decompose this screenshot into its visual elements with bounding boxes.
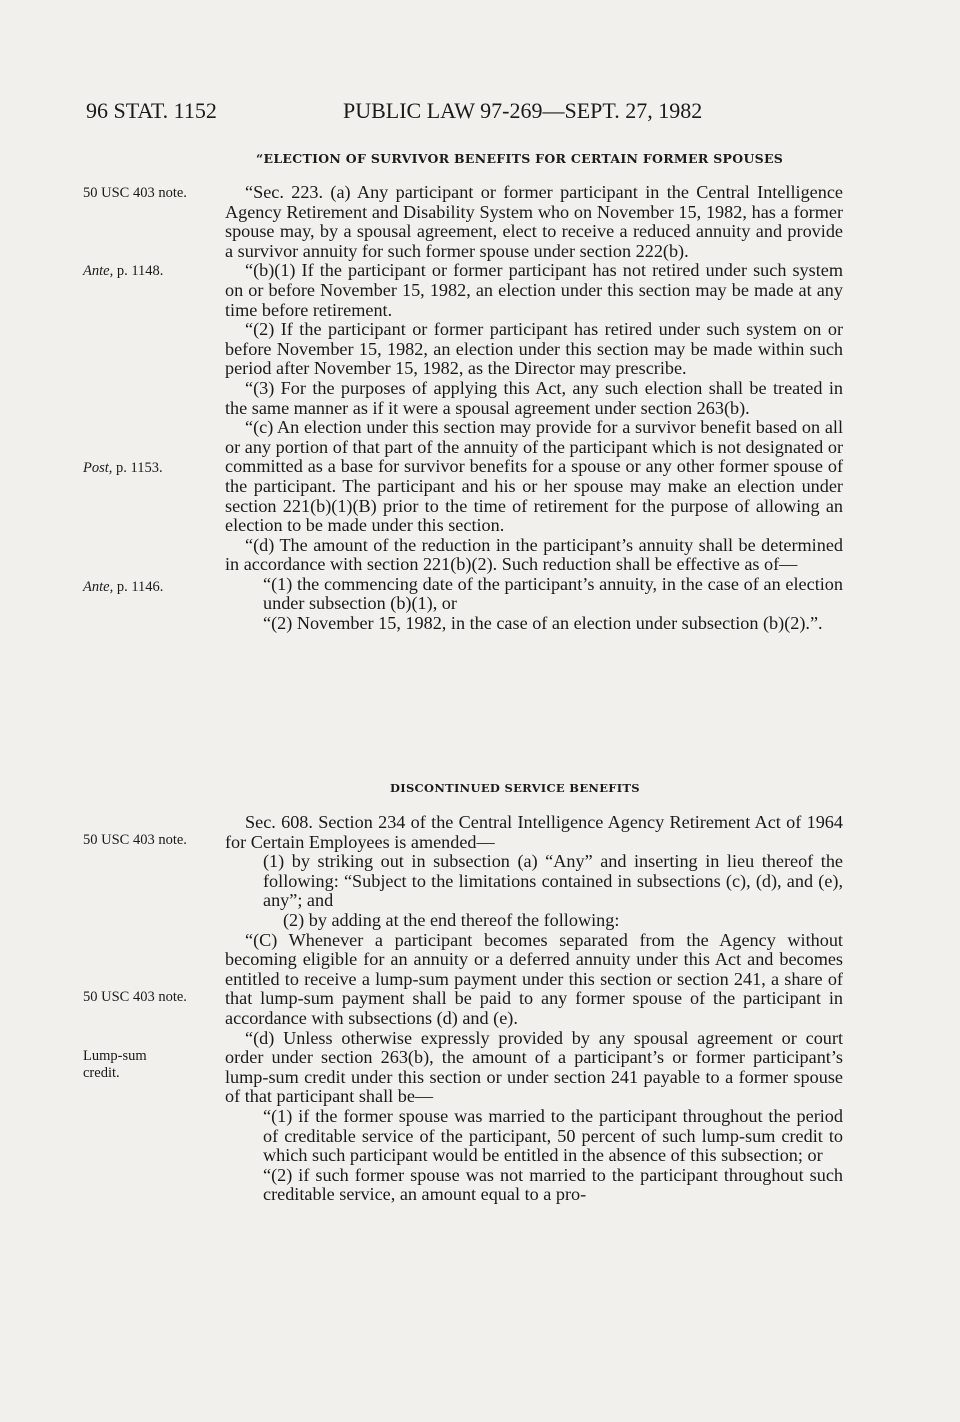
margin-note-italic: Ante,	[83, 263, 114, 279]
paragraph: “(1) the commencing date of the participant’s annuity, in the case of an election under subsection (b)(1), or	[263, 573, 843, 614]
paragraph: “(c) An election under this section may provide for a survivor benefit based on all or any portion of that part of the annuity of the participant which is not designated or committed as a base for survivor benefits for a spouse or any other former spouse of the participant. The participant and his or her spouse may make an election under section 221(b)(1)(B) prior to the time of retirement for the purpose of allowing an election to be made under this section.	[225, 417, 843, 536]
section-heading-election: “ELECTION OF SURVIVOR BENEFITS FOR CERTAIN FORMER SPOUSES	[256, 151, 784, 166]
paragraph: “(3) For the purposes of applying this Act, any such election shall be treated in the same manner as if it were a spousal agreement under section 263(b).	[225, 377, 843, 418]
paragraph: “(d) Unless otherwise expressly provided by any spousal agreement or court order under section 263(b), the amount of a participant’s or former participant’s lump-sum credit under this section or under section 241 payable to a former spouse of that participant shall be—	[225, 1027, 843, 1107]
section-heading-discontinued: DISCONTINUED SERVICE BENEFITS	[390, 781, 640, 795]
paragraph: “(2) if such former spouse was not married to the participant throughout such creditable service, an amount equal to a pro-	[263, 1164, 843, 1205]
margin-note-post	[83, 460, 218, 477]
paragraph: “(b)(1) If the participant or former participant has not retired under such system on or before November 15, 1982, an election under this section may be made at any time before retirement.	[225, 260, 843, 320]
paragraph: “(1) if the former spouse was married to the participant throughout the period of creditable service of the participant, 50 percent of such lump-sum credit to which such participant would be entitled in the absence of this subsection; or	[263, 1105, 843, 1166]
paragraph: Sec. 608. Section 234 of the Central Intelligence Agency Retirement Act of 1964 for Certain Employees is amended—	[225, 812, 843, 852]
margin-note-page: p. 1146.	[113, 579, 164, 595]
paragraph: “(2) November 15, 1982, in the case of an election under subsection (b)(2).”.	[263, 613, 823, 634]
paragraph: (2) by adding at the end thereof the following:	[283, 909, 620, 930]
margin-note-usc: 50 USC 403 note.	[83, 832, 187, 848]
paragraph: (1) by striking out in subsection (a) “Any” and inserting in lieu thereof the following: “Subject to the limitations contained in subsections (c), (d), and (e), any”; and	[263, 851, 843, 911]
margin-note-ante	[83, 263, 218, 280]
margin-note-ante	[83, 579, 218, 596]
statute-page-number: 96 STAT. 1152	[86, 98, 217, 123]
margin-note-lump-sum: Lump-sum credit.	[83, 1048, 147, 1081]
section-election-body	[225, 183, 843, 634]
paragraph: “(C) Whenever a participant becomes separated from the Agency without becoming eligible for an annuity or a deferred annuity under this Act and becomes entitled to receive a lump-sum payment under this section or section 241, a share of that lump-sum payment shall be paid to any former spouse of the participant in accordance with subsections (d) and (e).	[225, 929, 843, 1028]
margin-note-usc: 50 USC 403 note.	[83, 185, 187, 201]
paragraph: “Sec. 223. (a) Any participant or former participant in the Central Intelligence Agency Retirement and Disability System who on November 15, 1982, has a former spouse may, by a spousal agreement, elect to receive a reduced annuity and provide a survivor annuity for such former spouse under section 222(b).	[225, 182, 843, 261]
margin-note-page: p. 1153.	[112, 460, 163, 476]
margin-note-italic: Post,	[83, 460, 113, 476]
margin-note-italic: Ante,	[83, 579, 114, 595]
running-header: PUBLIC LAW 97-269—SEPT. 27, 1982	[343, 98, 703, 123]
paragraph: “(2) If the participant or former participant has retired under such system on or before November 15, 1982, an election under this section may be made within such period after November 15, 1982, as the Director may prescribe.	[225, 319, 843, 379]
margin-note-usc: 50 USC 403 note.	[83, 989, 187, 1005]
section-discontinued-body	[225, 813, 843, 1205]
margin-note-page: p. 1148.	[113, 263, 164, 279]
paragraph: “(d) The amount of the reduction in the participant’s annuity shall be determined in accordance with section 221(b)(2). Such reduction shall be effective as of—	[225, 534, 843, 575]
